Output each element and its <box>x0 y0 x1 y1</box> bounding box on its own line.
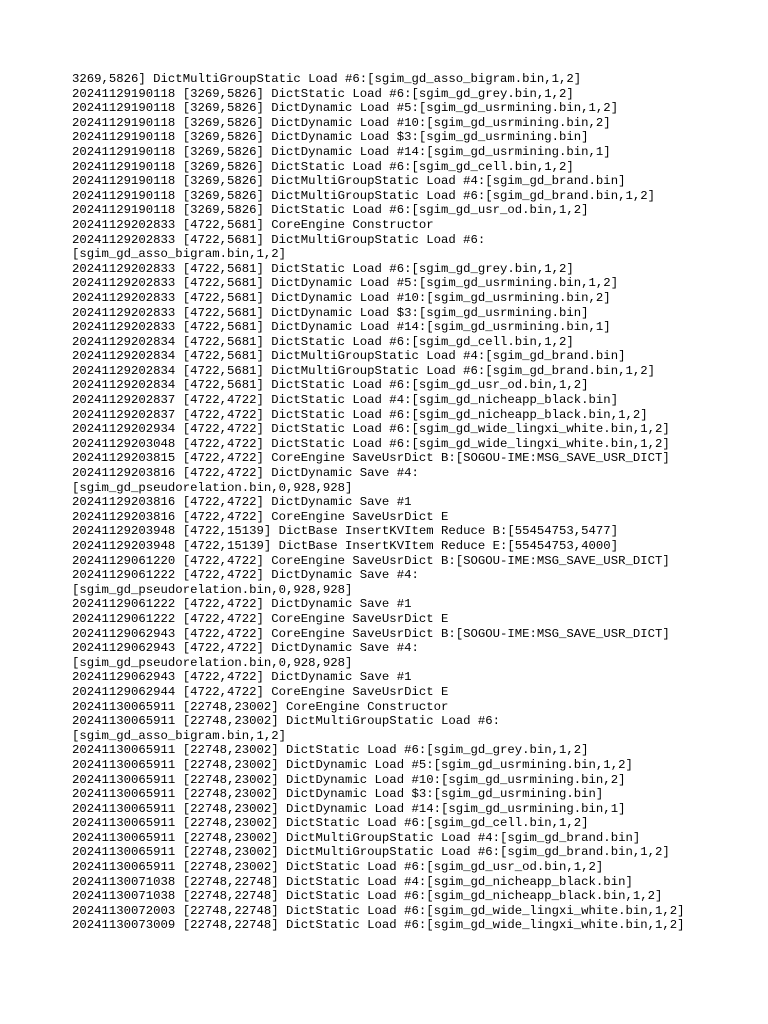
log-line: 20241130072003 [22748,22748] DictStatic Load #6:[sgim_gd_wide_lingxi_white.bin,1,2] <box>72 903 685 918</box>
log-line: 20241130071038 [22748,22748] DictStatic Load #4:[sgim_gd_nicheapp_black.bin] <box>72 874 633 889</box>
log-line: 20241129202834 [4722,5681] DictStatic Load #6:[sgim_gd_usr_od.bin,1,2] <box>72 378 589 393</box>
log-line: 20241130065911 [22748,23002] DictDynamic Load #14:[sgim_gd_usrmining.bin,1] <box>72 801 626 816</box>
log-line: 20241129202833 [4722,5681] CoreEngine Constructor <box>72 217 434 232</box>
log-line: 20241129061222 [4722,4722] CoreEngine SaveUsrDict E <box>72 611 449 626</box>
log-line: 20241129190118 [3269,5826] DictMultiGroupStatic Load #4:[sgim_gd_brand.bin] <box>72 174 626 189</box>
log-line: 20241129203948 [4722,15139] DictBase InsertKVItem Reduce E:[55454753,4000] <box>72 539 619 553</box>
log-line: 20241130065911 [22748,23002] DictMultiGroupStatic Load #6:[sgim_gd_brand.bin,1,2] <box>72 845 670 860</box>
log-line: 20241130065911 [22748,23002] DictMultiGroupStatic Load #6: <box>72 714 501 729</box>
log-line: 20241129190118 [3269,5826] DictDynamic Load #10:[sgim_gd_usrmining.bin,2] <box>72 115 611 130</box>
log-line: 20241129202833 [4722,5681] DictDynamic Load $3:[sgim_gd_usrmining.bin] <box>72 305 589 320</box>
log-line: 20241130065911 [22748,23002] DictStatic Load #6:[sgim_gd_cell.bin,1,2] <box>72 816 589 831</box>
log-line: 20241129190118 [3269,5826] DictDynamic Load $3:[sgim_gd_usrmining.bin] <box>72 130 589 145</box>
log-line: 20241129203816 [4722,4722] DictDynamic Save #1 <box>72 495 412 510</box>
log-line: [sgim_gd_asso_bigram.bin,1,2] <box>72 247 287 262</box>
log-line: 20241129190118 [3269,5826] DictStatic Load #6:[sgim_gd_usr_od.bin,1,2] <box>72 203 589 218</box>
log-line: 20241129190118 [3269,5826] DictDynamic Load #5:[sgim_gd_usrmining.bin,1,2] <box>72 101 619 116</box>
log-line: 20241129202833 [4722,5681] DictStatic Load #6:[sgim_gd_grey.bin,1,2] <box>72 261 574 276</box>
log-line: 20241129062944 [4722,4722] CoreEngine SaveUsrDict E <box>72 684 449 699</box>
log-line: 20241129202837 [4722,4722] DictStatic Load #4:[sgim_gd_nicheapp_black.bin] <box>72 393 619 408</box>
log-line: 20241130065911 [22748,23002] CoreEngine Constructor <box>72 699 449 714</box>
log-line: [sgim_gd_pseudorelation.bin,0,928,928] <box>72 582 353 597</box>
log-line: 20241129203948 [4722,15139] DictBase InsertKVItem Reduce B:[55454753,5477] <box>72 524 619 539</box>
log-line: 20241129203815 [4722,4722] CoreEngine SaveUsrDict B:[SOGOU-IME:MSG_SAVE_USR_DICT] <box>72 451 670 466</box>
log-line: 20241129202834 [4722,5681] DictMultiGroupStatic Load #6:[sgim_gd_brand.bin,1,2] <box>72 363 655 378</box>
log-line: 20241129202934 [4722,4722] DictStatic Load #6:[sgim_gd_wide_lingxi_white.bin,1,2] <box>72 422 670 437</box>
log-line: 20241130071038 [22748,22748] DictStatic Load #6:[sgim_gd_nicheapp_black.bin,1,2] <box>72 889 663 904</box>
log-line: 20241129062943 [4722,4722] CoreEngine SaveUsrDict B:[SOGOU-IME:MSG_SAVE_USR_DICT] <box>72 626 670 641</box>
log-line: 3269,5826] DictMultiGroupStatic Load #6:[sgim_gd_asso_bigram.bin,1,2] <box>72 72 582 86</box>
log-line: 20241129203816 [4722,4722] DictDynamic Save #4: <box>72 466 419 481</box>
log-line: 20241129202837 [4722,4722] DictStatic Load #6:[sgim_gd_nicheapp_black.bin,1,2] <box>72 407 648 422</box>
log-line: 20241130065911 [22748,23002] DictMultiGroupStatic Load #4:[sgim_gd_brand.bin] <box>72 830 641 845</box>
log-line: 20241129203816 [4722,4722] CoreEngine SaveUsrDict E <box>72 509 449 524</box>
log-line: 20241129202834 [4722,5681] DictStatic Load #6:[sgim_gd_cell.bin,1,2] <box>72 334 574 349</box>
log-line: 20241129061222 [4722,4722] DictDynamic Save #4: <box>72 568 419 583</box>
log-line: 20241129062943 [4722,4722] DictDynamic Save #1 <box>72 670 412 685</box>
log-line: 20241129061222 [4722,4722] DictDynamic Save #1 <box>72 597 412 612</box>
log-line: 20241130065911 [22748,23002] DictDynamic Load #10:[sgim_gd_usrmining.bin,2] <box>72 772 626 787</box>
log-line: 20241129202833 [4722,5681] DictMultiGroupStatic Load #6: <box>72 232 486 247</box>
log-line: 20241129190118 [3269,5826] DictStatic Load #6:[sgim_gd_cell.bin,1,2] <box>72 159 574 174</box>
log-line: 20241129190118 [3269,5826] DictDynamic Load #14:[sgim_gd_usrmining.bin,1] <box>72 144 611 159</box>
log-line: 20241129190118 [3269,5826] DictStatic Load #6:[sgim_gd_grey.bin,1,2] <box>72 86 574 101</box>
log-line: 20241129202833 [4722,5681] DictDynamic Load #10:[sgim_gd_usrmining.bin,2] <box>72 290 611 305</box>
log-line: 20241129202833 [4722,5681] DictDynamic Load #5:[sgim_gd_usrmining.bin,1,2] <box>72 276 619 291</box>
log-line: 20241130073009 [22748,22748] DictStatic Load #6:[sgim_gd_wide_lingxi_white.bin,1,2] <box>72 918 685 933</box>
log-line: 20241130065911 [22748,23002] DictDynamic Load #5:[sgim_gd_usrmining.bin,1,2] <box>72 757 633 772</box>
log-line: 20241129061220 [4722,4722] CoreEngine SaveUsrDict B:[SOGOU-IME:MSG_SAVE_USR_DICT] <box>72 553 670 568</box>
log-line: [sgim_gd_asso_bigram.bin,1,2] <box>72 728 287 743</box>
log-line: [sgim_gd_pseudorelation.bin,0,928,928] <box>72 655 353 670</box>
log-line: 20241130065911 [22748,23002] DictStatic Load #6:[sgim_gd_grey.bin,1,2] <box>72 743 589 758</box>
log-line: 20241129190118 [3269,5826] DictMultiGroupStatic Load #6:[sgim_gd_brand.bin,1,2] <box>72 188 655 203</box>
log-line: 20241129202834 [4722,5681] DictMultiGroupStatic Load #4:[sgim_gd_brand.bin] <box>72 349 626 364</box>
log-line: 20241129062943 [4722,4722] DictDynamic Save #4: <box>72 641 419 656</box>
log-line: 20241130065911 [22748,23002] DictStatic Load #6:[sgim_gd_usr_od.bin,1,2] <box>72 860 604 875</box>
log-line: 20241129202833 [4722,5681] DictDynamic Load #14:[sgim_gd_usrmining.bin,1] <box>72 320 611 335</box>
log-line: 20241129203048 [4722,4722] DictStatic Load #6:[sgim_gd_wide_lingxi_white.bin,1,2] <box>72 436 670 451</box>
log-document <box>72 72 752 933</box>
log-line: [sgim_gd_pseudorelation.bin,0,928,928] <box>72 480 353 495</box>
log-line: 20241130065911 [22748,23002] DictDynamic Load $3:[sgim_gd_usrmining.bin] <box>72 787 604 802</box>
